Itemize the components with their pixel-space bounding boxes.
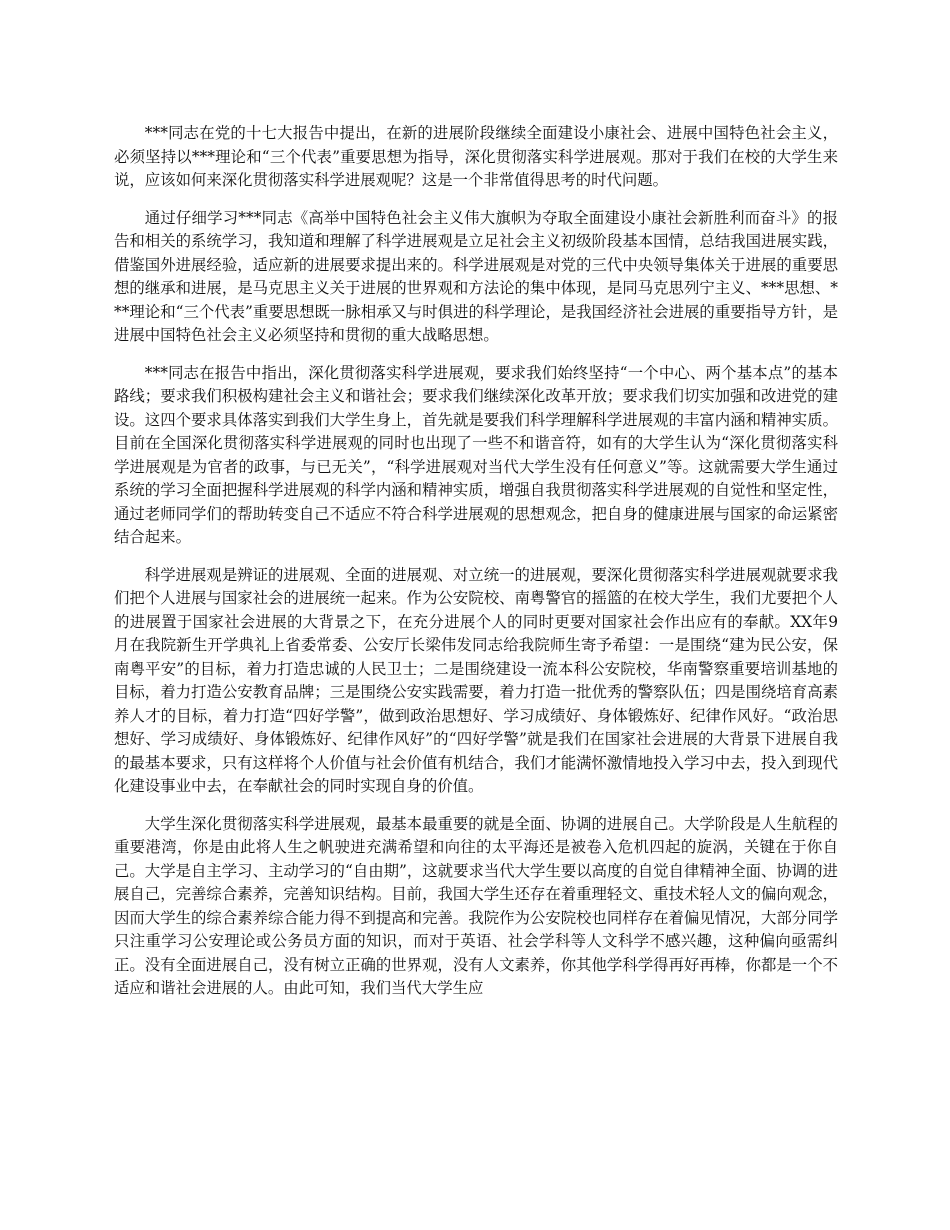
paragraph-4: 科学进展观是辨证的进展观、全面的进展观、对立统一的进展观，要深化贯彻落实科学进展观就要求我们把个人进展与国家社会的进展统一起来。作为公安院校、南粤警官的摇篮的在校大学生，我们尤要把个人的进展置于国家社会进展的大背景之下，在充分进展个人的同时更要对国家社会作出应有的奉献。XX年9月在我院新生开学典礼上省委常委、公安厅长梁伟发同志给我院师生寄予希望：一是围绕“建为民公安，保南粤平安”的目标，着力打造忠诚的人民卫士；二是围绕建设一流本科公安院校，华南警察重要培训基地的目标，着力打造公安教育品牌；三是围绕公安实践需要，着力打造一批优秀的警察队伍；四是围绕培育高素养人才的目标，着力打造“四好学警”，做到政治思想好、学习成绩好、身体锻炼好、纪律作风好。“政治思想好、学习成绩好、身体锻炼好、纪律作风好”的“四好学警”就是我们在国家社会进展的大背景下进展自我的最基本要求，只有这样将个人价值与社会价值有机结合，我们才能满怀激情地投入学习中去，投入到现代化建设事业中去，在奉献社会的同时实现自身的价值。	[114, 565, 838, 795]
paragraph-3: ***同志在报告中指出，深化贯彻落实科学进展观，要求我们始终坚持“一个中心、两个基本点”的基本路线；要求我们积极构建社会主义和谐社会；要求我们继续深化改革开放；要求我们切实加强和改进党的建设。这四个要求具体落实到我们大学生身上，首先就是要我们科学理解科学进展观的丰富内涵和精神实质。目前在全国深化贯彻落实科学进展观的同时也出现了一些不和谐音符，如有的大学生认为“深化贯彻落实科学进展观是为官者的政事，与已无关”，“科学进展观对当代大学生没有任何意义”等。这就需要大学生通过系统的学习全面把握科学进展观的科学内涵和精神实质，增强自我贯彻落实科学进展观的自觉性和坚定性，通过老师同学们的帮助转变自己不适应不符合科学进展观的思想观念，把自身的健康进展与国家的命运紧密结合起来。	[114, 363, 838, 546]
paragraph-1: ***同志在党的十七大报告中提出，在新的进展阶段继续全面建设小康社会、进展中国特色社会主义，必须坚持以***理论和“三个代表”重要思想为指导，深化贯彻落实科学进展观。那对于我们在校的大学生来说，应该如何来深化贯彻落实科学进展观呢？这是一个非常值得思考的时代问题。	[114, 124, 838, 189]
paragraph-2: 通过仔细学习***同志《高举中国特色社会主义伟大旗帜为夺取全面建设小康社会新胜利而奋斗》的报告和相关的系统学习，我知道和理解了科学进展观是立足社会主义初级阶段基本国情，总结我国进展实践，借鉴国外进展经验，适应新的进展要求提出来的。科学进展观是对党的三代中央领导集体关于进展的重要思想的继承和进展，是马克思主义关于进展的世界观和方法论的集中体现，是同马克思列宁主义、***思想、***理论和“三个代表”重要思想既一脉相承又与时俱进的科学理论，是我国经济社会进展的重要指导方针，是进展中国特色社会主义必须坚持和贯彻的重大战略思想。	[114, 208, 838, 344]
paragraph-5: 大学生深化贯彻落实科学进展观，最基本最重要的就是全面、协调的进展自己。大学阶段是人生航程的重要港湾，你是由此将人生之帆驶进充满希望和向往的太平海还是被卷入危机四起的旋涡，关键在于你自己。大学是自主学习、主动学习的“自由期”，这就要求当代大学生要以高度的自觉自律精神全面、协调的进展自己，完善综合素养，完善知识结构。目前，我国大学生还存在着重理轻文、重技术轻人文的偏向观念，因而大学生的综合素养综合能力得不到提高和完善。我院作为公安院校也同样存在着偏见情况，大部分同学只注重学习公安理论或公务员方面的知识，而对于英语、社会学科等人文科学不感兴趣，这种偏向亟需纠正。没有全面进展自己，没有树立正确的世界观，没有人文素养，你其他学科学得再好再棒，你都是一个不适应和谐社会进展的人。由此可知，我们当代大学生应	[114, 814, 838, 997]
document-body	[114, 122, 838, 1015]
